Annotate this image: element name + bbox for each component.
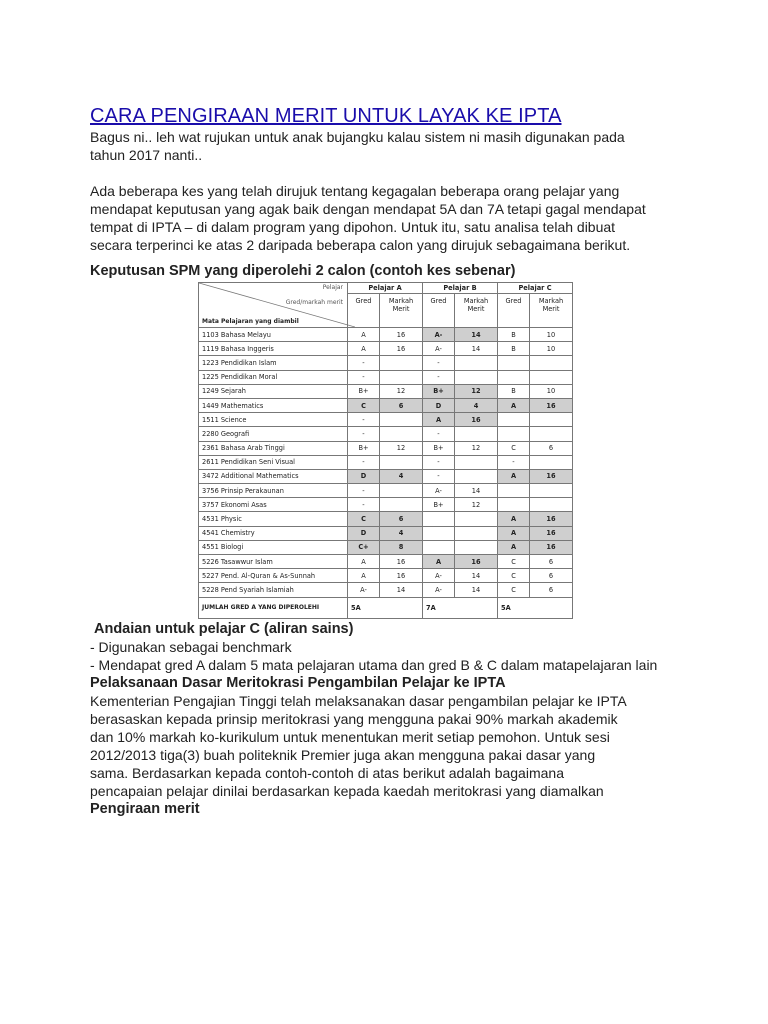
grade-cell: C [348,398,380,412]
pelaksanaan-line: pencapaian pelajar dinilai berdasarkan kepada kaedah meritokrasi yang diamalkan [90,783,604,799]
subject-cell: 1249 Sejarah [199,384,348,398]
merit-cell: 10 [530,328,573,342]
grade-cell: B+ [423,384,455,398]
grade-cell [498,498,530,512]
grade-cell: A [423,555,455,569]
merit-cell: 12 [380,384,423,398]
subject-cell: 5226 Tasawwur Islam [199,555,348,569]
table-row [199,583,573,597]
grade-cell: - [348,413,380,427]
intro-paragraph [90,128,690,164]
merit-cell [380,455,423,469]
grade-cell: - [348,356,380,370]
grade-cell: A [498,512,530,526]
merit-cell [455,455,498,469]
table-heading: Keputusan SPM yang diperolehi 2 calon (contoh kes sebenar) [90,263,516,279]
grade-cell [498,356,530,370]
table-row [199,370,573,384]
grade-cell [423,526,455,540]
merit-cell: 6 [530,555,573,569]
grade-cell: C [348,512,380,526]
merit-cell [380,484,423,498]
subject-cell: 5227 Pend. Al-Quran & As-Sunnah [199,569,348,583]
subject-cell: 1223 Pendidikan Islam [199,356,348,370]
table-row [199,569,573,583]
merit-cell: 16 [530,398,573,412]
merit-cell [380,356,423,370]
table-row [199,328,573,342]
merit-cell [455,526,498,540]
student-b-header: Pelajar B [423,283,498,294]
grade-cell [498,413,530,427]
merit-cell [455,469,498,483]
analysis-line: mendapat keputusan yang agak baik dengan mendapat 5A dan 7A tetapi gagal mendapat [90,201,646,217]
grade-cell [498,484,530,498]
merit-cell: 14 [455,484,498,498]
total-student-c: 5A [498,597,573,618]
merit-cell [455,512,498,526]
merit-header: Markah Merit [530,294,573,328]
pelaksanaan-line: dan 10% markah ko-kurikulum untuk menentukan merit setiap pemohon. Untuk sesi [90,729,610,745]
table-row [199,540,573,554]
table-row [199,356,573,370]
table-row [199,342,573,356]
grade-cell: A- [423,328,455,342]
grade-cell: B [498,342,530,356]
merit-cell: 16 [380,555,423,569]
merit-cell: 8 [380,540,423,554]
subject-cell: 1119 Bahasa Inggeris [199,342,348,356]
grade-cell [423,512,455,526]
merit-cell [455,370,498,384]
merit-header: Markah Merit [455,294,498,328]
merit-cell: 16 [530,540,573,554]
page-title[interactable]: CARA PENGIRAAN MERIT UNTUK LAYAK KE IPTA [90,105,562,127]
subject-cell: 1225 Pendidikan Moral [199,370,348,384]
merit-cell: 14 [455,328,498,342]
pengiraan-heading: Pengiraan merit [90,801,200,817]
merit-cell: 14 [455,583,498,597]
grade-cell: A [498,540,530,554]
grade-cell: - [423,370,455,384]
merit-cell [530,455,573,469]
pelaksanaan-line: berasaskan kepada prinsip meritokrasi yang mengguna pakai 90% markah akademik [90,711,618,727]
grade-cell: - [348,484,380,498]
grade-cell: B+ [423,441,455,455]
grade-cell: A [498,526,530,540]
merit-cell: 10 [530,342,573,356]
grade-cell: A [423,413,455,427]
merit-cell: 16 [380,342,423,356]
merit-cell [380,413,423,427]
analysis-line: secara terperinci ke atas 2 daripada beberapa calon yang dirujuk sebagaimana berikut. [90,237,631,253]
grade-cell: A- [423,484,455,498]
document-body [90,104,690,280]
corner-cell [199,283,348,328]
merit-cell: 14 [380,583,423,597]
merit-cell: 14 [455,569,498,583]
table-row [199,441,573,455]
corner-label-subject: Mata Pelajaran yang diambil [202,318,299,325]
merit-cell: 6 [380,512,423,526]
grade-cell: C+ [348,540,380,554]
pelaksanaan-line: Kementerian Pengajian Tinggi telah melaksanakan dasar pengambilan pelajar ke IPTA [90,693,627,709]
grade-header: Gred [498,294,530,328]
grade-cell: - [348,427,380,441]
grade-cell: D [348,469,380,483]
andaian-item: - Mendapat gred A dalam 5 mata pelajaran utama dan gred B & C dalam matapelajaran lain [90,657,658,673]
student-a-header: Pelajar A [348,283,423,294]
merit-cell [530,427,573,441]
merit-cell: 4 [455,398,498,412]
merit-cell [455,540,498,554]
grade-cell: B [498,384,530,398]
intro-line: tahun 2017 nanti.. [90,147,203,163]
grade-cell: A [498,469,530,483]
grade-cell: A- [423,569,455,583]
subject-cell: 4541 Chemistry [199,526,348,540]
grade-cell [498,370,530,384]
grade-cell: - [423,469,455,483]
subject-cell: 3472 Additional Mathematics [199,469,348,483]
table-row [199,512,573,526]
analysis-paragraph [90,182,690,254]
analysis-line: tempat di IPTA – di dalam program yang dipohon. Untuk itu, satu analisa telah dibuat [90,219,616,235]
grade-cell: B+ [348,384,380,398]
merit-cell: 12 [380,441,423,455]
merit-cell [530,484,573,498]
grade-cell: D [423,398,455,412]
lower-section [90,620,730,818]
grade-cell [498,427,530,441]
merit-cell [380,498,423,512]
merit-cell: 12 [455,498,498,512]
merit-cell [380,427,423,441]
grade-cell: A [348,328,380,342]
grade-cell: A [348,342,380,356]
grade-cell: - [348,455,380,469]
grade-cell: - [498,455,530,469]
grade-cell: - [423,356,455,370]
analysis-line: Ada beberapa kes yang telah dirujuk tentang kegagalan beberapa orang pelajar yang [90,183,620,199]
table-body [199,328,573,598]
table-row [199,526,573,540]
subject-cell: 5228 Pend Syariah Islamiah [199,583,348,597]
grade-header: Gred [423,294,455,328]
grade-header: Gred [348,294,380,328]
table-row [199,469,573,483]
table-row [199,455,573,469]
grade-cell: B [498,328,530,342]
pelaksanaan-heading: Pelaksanaan Dasar Meritokrasi Pengambilan Pelajar ke IPTA [90,675,506,691]
corner-label-grade: Gred/markah merit [285,299,343,306]
merit-cell: 6 [530,583,573,597]
table-row [199,413,573,427]
merit-cell: 6 [380,398,423,412]
spm-results-table [198,282,573,619]
grade-cell: C [498,555,530,569]
merit-cell: 16 [530,512,573,526]
grade-cell: - [348,498,380,512]
merit-cell: 4 [380,469,423,483]
grade-cell: C [498,569,530,583]
grade-cell: A- [423,583,455,597]
subject-cell: 2611 Pendidikan Seni Visual [199,455,348,469]
subject-cell: 4531 Physic [199,512,348,526]
andaian-heading: Andaian untuk pelajar C (aliran sains) [94,621,354,637]
merit-cell: 10 [530,384,573,398]
merit-cell: 12 [455,384,498,398]
grade-cell: - [423,427,455,441]
merit-cell: 16 [380,328,423,342]
merit-cell: 4 [380,526,423,540]
grade-cell: - [348,370,380,384]
grade-cell: D [348,526,380,540]
table-row [199,484,573,498]
merit-cell [530,356,573,370]
merit-cell: 16 [455,555,498,569]
grade-cell: A- [423,342,455,356]
merit-cell: 12 [455,441,498,455]
subject-cell: 1511 Science [199,413,348,427]
grade-cell [423,540,455,554]
grade-cell: C [498,441,530,455]
table-row [199,498,573,512]
total-student-b: 7A [423,597,498,618]
subject-cell: 4551 Biologi [199,540,348,554]
merit-cell [530,413,573,427]
subject-cell: 1449 Mathematics [199,398,348,412]
andaian-item: - Digunakan sebagai benchmark [90,639,292,655]
subject-cell: 3757 Ekonomi Asas [199,498,348,512]
merit-cell: 6 [530,569,573,583]
merit-cell: 16 [380,569,423,583]
merit-cell [455,427,498,441]
merit-header: Markah Merit [380,294,423,328]
merit-cell [455,356,498,370]
grade-cell: C [498,583,530,597]
grade-cell: A- [348,583,380,597]
subject-cell: 1103 Bahasa Melayu [199,328,348,342]
student-c-header: Pelajar C [498,283,573,294]
table-row [199,384,573,398]
intro-line: Bagus ni.. leh wat rujukan untuk anak bujangku kalau sistem ni masih digunakan pada [90,129,625,145]
table-row [199,398,573,412]
grade-cell: A [498,398,530,412]
grade-cell: A [348,555,380,569]
grade-cell: - [423,455,455,469]
table-row [199,427,573,441]
pelaksanaan-line: 2012/2013 tiga(3) buah politeknik Premier juga akan mengguna pakai dasar yang [90,747,596,763]
grade-cell: A [348,569,380,583]
merit-cell [380,370,423,384]
merit-cell: 6 [530,441,573,455]
table-row [199,555,573,569]
merit-cell: 16 [455,413,498,427]
total-student-a: 5A [348,597,423,618]
merit-cell: 16 [530,526,573,540]
grade-cell: B+ [423,498,455,512]
merit-cell: 16 [530,469,573,483]
subject-cell: 3756 Prinsip Perakaunan [199,484,348,498]
corner-label-student: Pelajar [322,284,343,291]
total-label: JUMLAH GRED A YANG DIPEROLEHI [199,597,348,618]
merit-cell: 14 [455,342,498,356]
merit-cell [530,498,573,512]
grade-cell: B+ [348,441,380,455]
merit-cell [530,370,573,384]
subject-cell: 2280 Geografi [199,427,348,441]
subject-cell: 2361 Bahasa Arab Tinggi [199,441,348,455]
table-header-row [199,283,573,294]
pelaksanaan-line: sama. Berdasarkan kepada contoh-contoh di atas berikut adalah bagaimana [90,765,564,781]
table-total-row [199,597,573,618]
